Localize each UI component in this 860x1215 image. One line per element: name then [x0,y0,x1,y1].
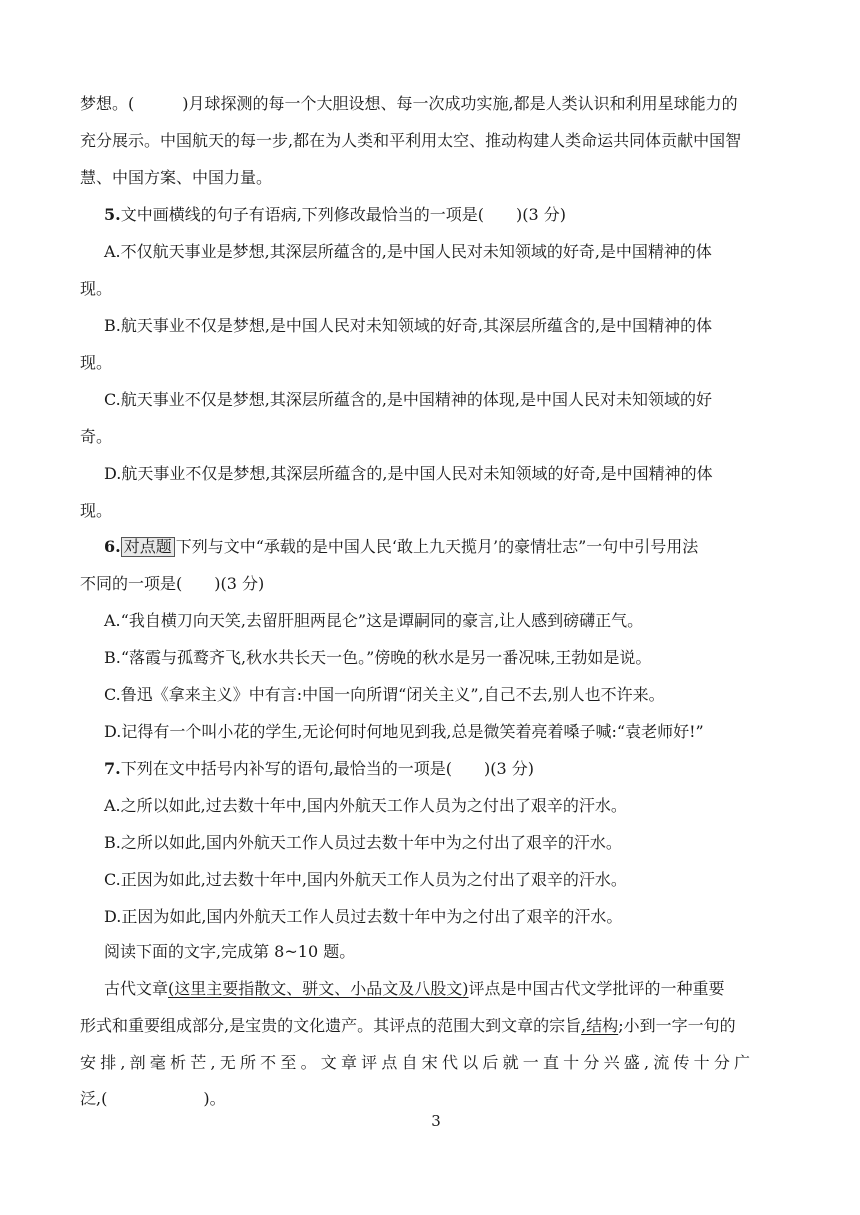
question-stem-wrap: 不同的一项是( )(3 分) [80,574,265,593]
document-page [80,0,792,1215]
passage-text: ;小到一字一句的 [618,1016,736,1035]
passage-line: 充分展示。中国航天的每一步,都在为人类和平利用太空、推动构建人类命运共同体贡献中国智 [80,131,742,150]
option-d: D.正因为如此,国内外航天工作人员过去数十年中为之付出了艰辛的汗水。 [104,907,623,926]
passage-line [80,1016,736,1036]
option-a: A.之所以如此,过去数十年中,国内外航天工作人员为之付出了艰辛的汗水。 [104,796,627,815]
option-d: D.记得有一个叫小花的学生,无论何时何地见到我,总是微笑着亮着嗓子喊:“袁老师好!” [104,722,704,741]
option-b-line: B.航天事业不仅是梦想,是中国人民对未知领域的好奇,其深层所蕴含的,是中国精神的体 [104,316,713,335]
option-a-line: A.不仅航天事业是梦想,其深层所蕴含的,是中国人民对未知领域的好奇,是中国精神的体 [104,242,712,261]
passage-line: 梦想。( )月球探测的每一个大胆设想、每一次成功实施,都是人类认识和利用星球能力的 [80,94,738,113]
option-c-wrap: 奇。 [80,427,113,446]
option-a-wrap: 现。 [80,279,113,298]
passage-text: 古代文章 [104,979,169,998]
question-stem: 文中画横线的句子有语病,下列修改最恰当的一项是( )(3 分) [120,205,567,224]
question-7 [104,759,534,779]
passage-text: 形式和重要组成部分,是宝贵的文化遗产。其评点的范围大到文章的宗旨 [80,1016,582,1035]
passage-line: 泛,( )。 [80,1089,226,1108]
reading-instruction: 阅读下面的文字,完成第 8~10 题。 [104,942,356,961]
question-number: 7. [104,759,121,778]
option-a: A.“我自横刀向天笑,去留肝胆两昆仑”这是谭嗣同的豪言,让人感到磅礴正气。 [104,611,644,630]
page-number: 3 [431,1112,441,1130]
option-c: C.正因为如此,过去数十年中,国内外航天工作人员为之付出了艰辛的汗水。 [104,870,627,889]
option-d-line: D.航天事业不仅是梦想,其深层所蕴含的,是中国人民对未知领域的好奇,是中国精神的体 [104,464,713,483]
underlined-text: (这里主要指散文、骈文、小品文及八股文) [168,979,469,998]
passage-text: 评点是中国古代文学批评的一种重要 [468,979,725,998]
option-c-line: C.航天事业不仅是梦想,其深层所蕴含的,是中国精神的体现,是中国人民对未知领域的好 [104,390,713,409]
passage-line [104,979,725,999]
option-b: B.“落霞与孤鹜齐飞,秋水共长天一色。”傍晚的秋水是另一番况味,王勃如是说。 [104,648,652,667]
question-stem: 下列在文中括号内补写的语句,最恰当的一项是( )(3 分) [120,759,535,778]
option-b: B.之所以如此,国内外航天工作人员过去数十年中为之付出了艰辛的汗水。 [104,833,622,852]
question-tag-badge: 对点题 [121,537,175,557]
option-d-wrap: 现。 [80,501,113,520]
passage-line: 安排,剖毫析芒,无所不至。文章评点自宋代以后就一直十分兴盛,流传十分广 [80,1053,755,1072]
option-b-wrap: 现。 [80,353,113,372]
question-stem: 下列与文中“承载的是中国人民‘敢上九天揽月’的豪情壮志”一句中引号用法 [175,537,699,556]
passage-line: 慧、中国方案、中国力量。 [80,168,273,187]
question-5 [104,205,566,225]
question-6 [104,537,698,557]
underlined-text: ,结构 [581,1016,619,1035]
question-number: 6. [104,537,121,556]
question-number: 5. [104,205,121,224]
option-c: C.鲁迅《拿来主义》中有言:中国一向所谓“闭关主义”,自己不去,别人也不许来。 [104,685,665,704]
